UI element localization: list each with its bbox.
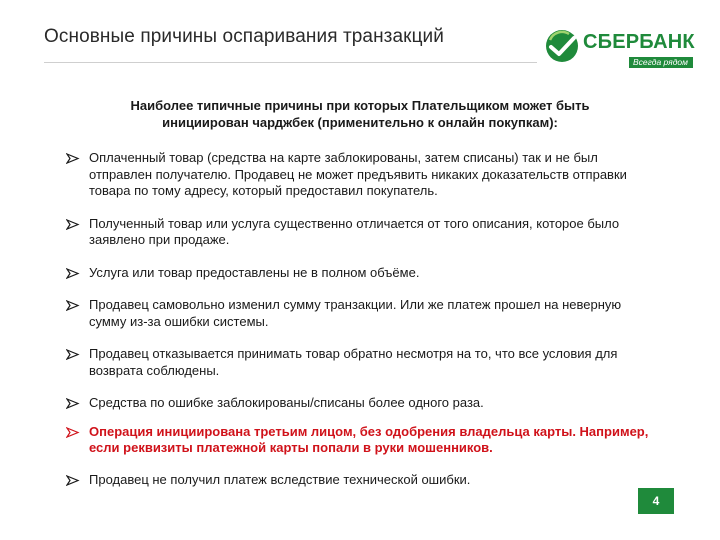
list-item [62,150,662,200]
list-item-highlighted [62,424,662,457]
heading-line-2: инициирован чарджбек (применительно к онлайн покупкам): [162,115,558,130]
sberbank-logo-icon [545,29,579,63]
heading-line-1: Наиболее типичные причины при которых Плательщиком может быть [130,98,590,113]
slide-title: Основные причины оспаривания транзакций [44,26,444,47]
arrow-bullet-icon [66,153,80,164]
list-item [62,265,662,282]
title-divider [44,62,537,63]
list-item [62,472,662,489]
logo-wordmark: СБЕРБАНК [583,31,695,53]
reasons-list [62,150,662,488]
sberbank-logo [545,24,695,74]
arrow-bullet-icon [66,219,80,230]
list-item-text: Продавец не получил платеж вследствие технической ошибки. [89,471,471,487]
content-heading [90,97,630,131]
list-item-text: Операция инициирована третьим лицом, без одобрения владельца карты. Например, если реквизиты платежной карты попали в руки мошенников. [89,423,649,455]
arrow-bullet-icon [66,475,80,486]
page-number: 4 [638,488,674,514]
list-item-text: Полученный товар или услуга существенно отличается от того описания, которое было заявлено при продаже. [89,215,620,247]
arrow-bullet-icon [66,349,80,360]
list-item-text: Средства по ошибке заблокированы/списаны более одного раза. [89,395,484,410]
list-item-text: Услуга или товар предоставлены не в полном объёме. [89,264,420,280]
list-item-text: Продавец самовольно изменил сумму транзакции. Или же платеж прошел на неверную сумму из-за ошибки системы. [89,297,622,329]
list-item-text: Продавец отказывается принимать товар обратно несмотря на то, что все условия для возврата соблюдены. [89,346,618,378]
arrow-bullet-icon [66,268,80,279]
list-item [62,395,662,412]
list-item-text: Оплаченный товар (средства на карте заблокированы, затем списаны) так и не был отправлен получателю. Продавец не может предъявить никаких доказательств отправки товара по тому адресу, который предоставил покупатель. [89,150,627,198]
list-item [62,216,662,249]
list-item [62,297,662,330]
arrow-bullet-icon [66,398,80,409]
arrow-bullet-icon [66,427,80,438]
arrow-bullet-icon [66,300,80,311]
logo-slogan: Всегда рядом [633,57,688,67]
list-item [62,346,662,379]
